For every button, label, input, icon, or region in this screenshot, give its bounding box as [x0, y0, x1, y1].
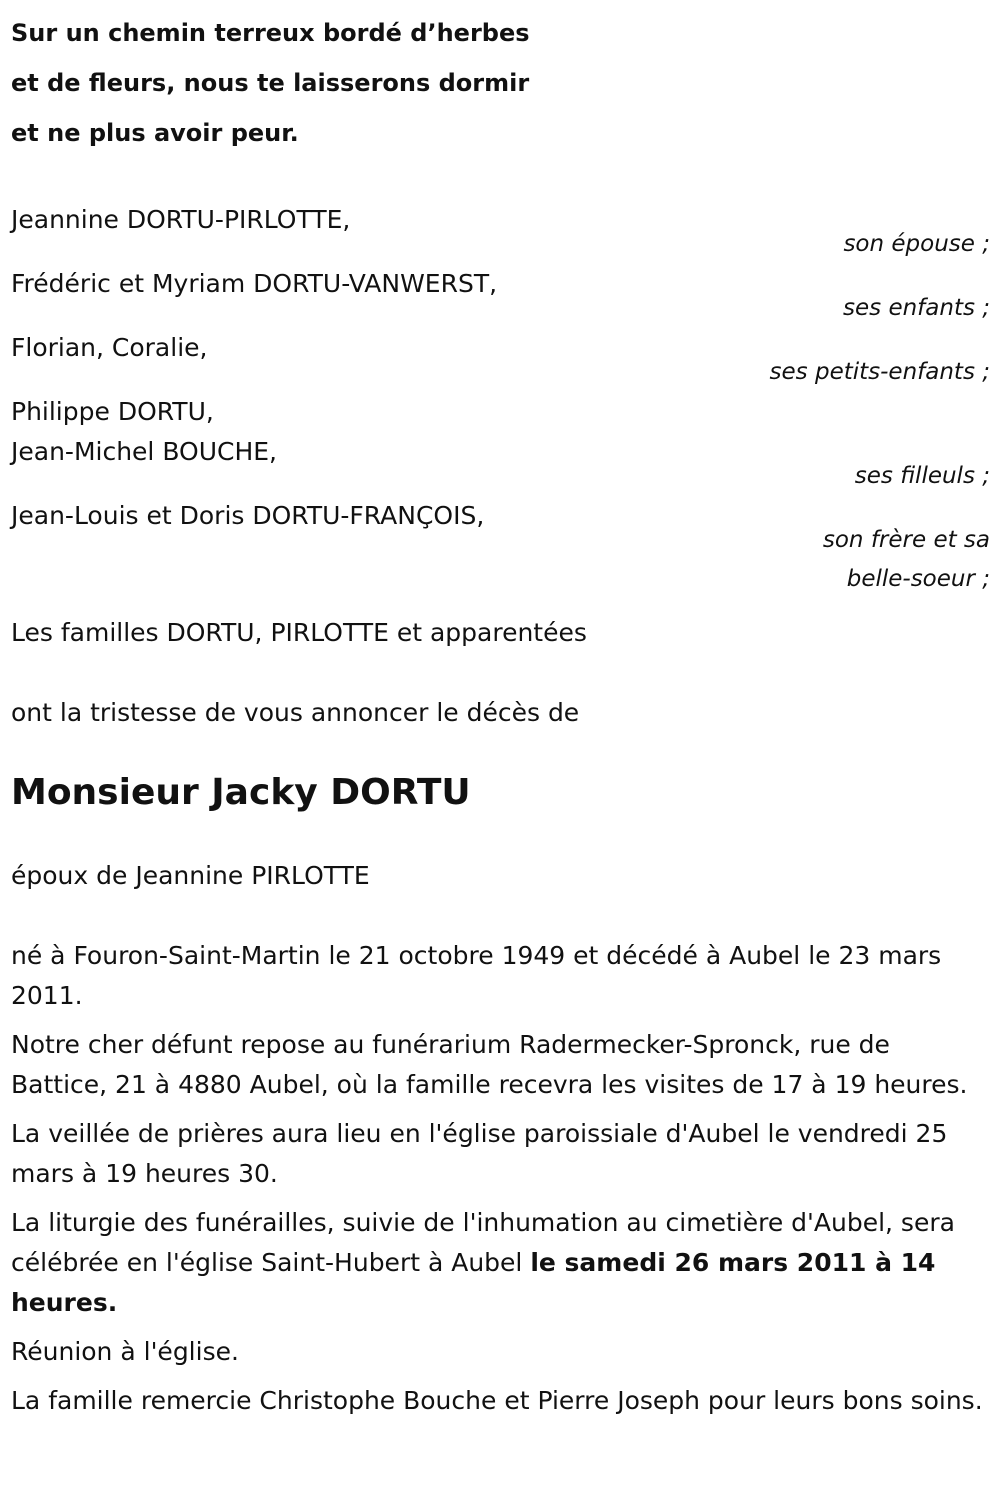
poem — [11, 0, 990, 158]
meeting-paragraph: Réunion à l'église. — [11, 1337, 239, 1366]
family-entry — [11, 200, 990, 264]
relation-line: son frère et sa — [822, 527, 990, 553]
birth-death-paragraph: né à Fouron-Saint-Martin le 21 octobre 1949 et décédé à Aubel le 23 mars 2011. — [11, 941, 942, 1010]
family-names: Jean-Michel BOUCHE, — [11, 437, 278, 466]
family-names: Frédéric et Myriam DORTU-VANWERST, — [11, 269, 498, 298]
poem-line: Sur un chemin terreux bordé d’herbes — [11, 19, 530, 47]
poem-line: et ne plus avoir peur. — [11, 119, 299, 147]
family-entry — [11, 328, 990, 392]
relation-line: ses enfants ; — [843, 295, 990, 321]
funeral-date: le samedi 26 mars 2011 à 14 heures. — [11, 1248, 936, 1317]
family-names: Philippe DORTU, — [11, 397, 214, 426]
deceased-name: Monsieur Jacky DORTU — [11, 772, 471, 813]
family-entry — [11, 264, 990, 328]
relation-line: ses petits-enfants ; — [769, 359, 990, 385]
poem-line: et de fleurs, nous te laisserons dormir — [11, 69, 530, 97]
funeral-paragraph — [11, 1203, 990, 1323]
funeral-intro: La liturgie des funérailles, suivie de l'inhumation au cimetière d'Aubel, sera célébrée en l'église Saint-Hubert à Aubel — [11, 1208, 955, 1277]
thanks-paragraph: La famille remercie Christophe Bouche et Pierre Joseph pour leurs bons soins. — [11, 1386, 983, 1415]
family-names: Florian, Coralie, — [11, 333, 208, 362]
relation-line: belle-soeur ; — [846, 566, 990, 592]
vigil-paragraph: La veillée de prières aura lieu en l'église paroissiale d'Aubel le vendredi 25 mars à 19 heures 30. — [11, 1119, 948, 1188]
families-line: Les familles DORTU, PIRLOTTE et apparentées — [11, 618, 587, 647]
details — [11, 936, 990, 1421]
spouse-line: époux de Jeannine PIRLOTTE — [11, 861, 370, 890]
rest-paragraph: Notre cher défunt repose au funérarium Radermecker-Spronck, rue de Battice, 21 à 4880 Aubel, où la famille recevra les visites de 17 à 19 heures. — [11, 1030, 968, 1099]
family-names: Jeannine DORTU-PIRLOTTE, — [11, 205, 351, 234]
family-entry — [11, 496, 990, 599]
family-names: Jean-Louis et Doris DORTU-FRANÇOIS, — [11, 501, 485, 530]
relation-line: son épouse ; — [843, 231, 990, 257]
family-entry — [11, 392, 990, 496]
announcement-text: ont la tristesse de vous annoncer le décès de — [11, 698, 580, 727]
family-list — [11, 200, 990, 599]
relation-line: ses filleuls ; — [854, 463, 990, 489]
